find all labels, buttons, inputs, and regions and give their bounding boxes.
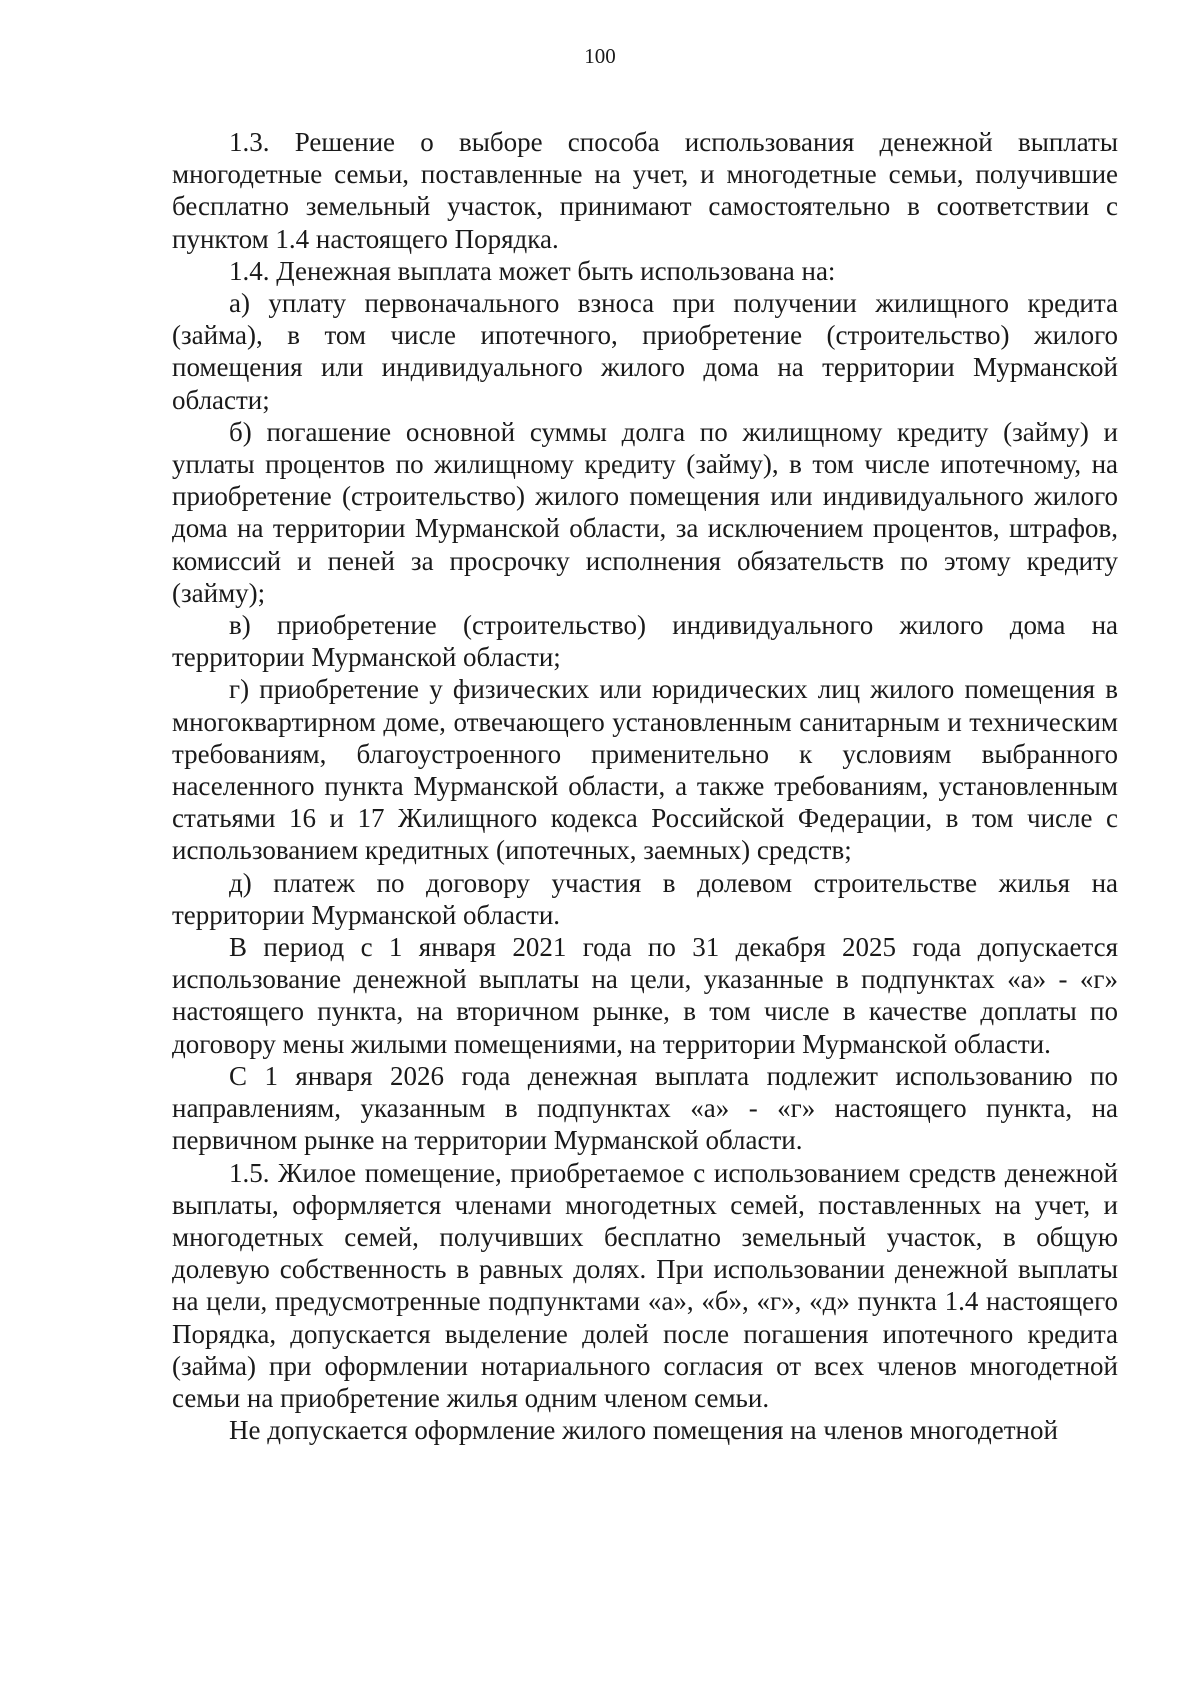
subitem-d: д) платеж по договору участия в долевом строительстве жилья на территории Мурманской области. [172, 867, 1118, 930]
subitem-b: б) погашение основной суммы долга по жилищному кредиту (займу) и уплаты процентов по жилищному кредиту (займу), в том числе ипотечному, на приобретение (строительство) жилого помещения или индивидуального жилого дома на территории Мурманской области, за исключением процентов, штрафов, комиссий и пеней за просрочку исполнения обязательств по этому кредиту (займу); [172, 416, 1118, 608]
page-number: 100 [584, 44, 616, 68]
subitem-a: а) уплату первоначального взноса при получении жилищного кредита (займа), в том числе ипотечного, приобретение (строительство) жилого помещения или индивидуального жилого дома на территории Мурманской области; [172, 288, 1118, 415]
document-body [172, 126, 1118, 1446]
paragraph-1-3: 1.3. Решение о выборе способа использования денежной выплаты многодетные семьи, поставленные на учет, и многодетные семьи, получившие бесплатно земельный участок, принимают самостоятельно в соответствии с пунктом 1.4 настоящего Порядка. [172, 127, 1118, 254]
paragraph-1-5: 1.5. Жилое помещение, приобретаемое с использованием средств денежной выплаты, оформляется членами многодетных семей, поставленных на учет, и многодетных семей, получивших бесплатно земельный участок, в общую долевую собственность в равных долях. При использовании денежной выплаты на цели, предусмотренные подпунктами «а», «б», «г», «д» пункта 1.4 настоящего Порядка, допускается выделение долей после погашения ипотечного кредита (займа) при оформлении нотариального согласия от всех членов многодетной семьи на приобретение жилья одним членом семьи. [172, 1157, 1118, 1413]
subitem-v: в) приобретение (строительство) индивидуального жилого дома на территории Мурманской области; [172, 610, 1118, 673]
paragraph-from-2026: С 1 января 2026 года денежная выплата подлежит использованию по направлениям, указанным в подпунктах «а» - «г» настоящего пункта, на первичном рынке на территории Мурманской области. [172, 1060, 1118, 1156]
paragraph-not-allowed: Не допускается оформление жилого помещения на членов многодетной [229, 1415, 1058, 1446]
paragraph-period-2021-2025: В период с 1 января 2021 года по 31 декабря 2025 года допускается использование денежной выплаты на цели, указанные в подпунктах «а» - «г» настоящего пункта, на вторичном рынке, в том числе в качестве доплаты по договору мены жилыми помещениями, на территории Мурманской области. [172, 932, 1118, 1059]
subitem-g: г) приобретение у физических или юридических лиц жилого помещения в многоквартирном доме, отвечающего установленным санитарным и техническим требованиям, благоустроенного применительно к условиям выбранного населенного пункта Мурманской области, а также требованиям, установленным статьями 16 и 17 Жилищного кодекса Российской Федерации, в том числе с использованием кредитных (ипотечных, заемных) средств; [172, 674, 1118, 866]
paragraph-1-4: 1.4. Денежная выплата может быть использована на: [229, 255, 836, 286]
